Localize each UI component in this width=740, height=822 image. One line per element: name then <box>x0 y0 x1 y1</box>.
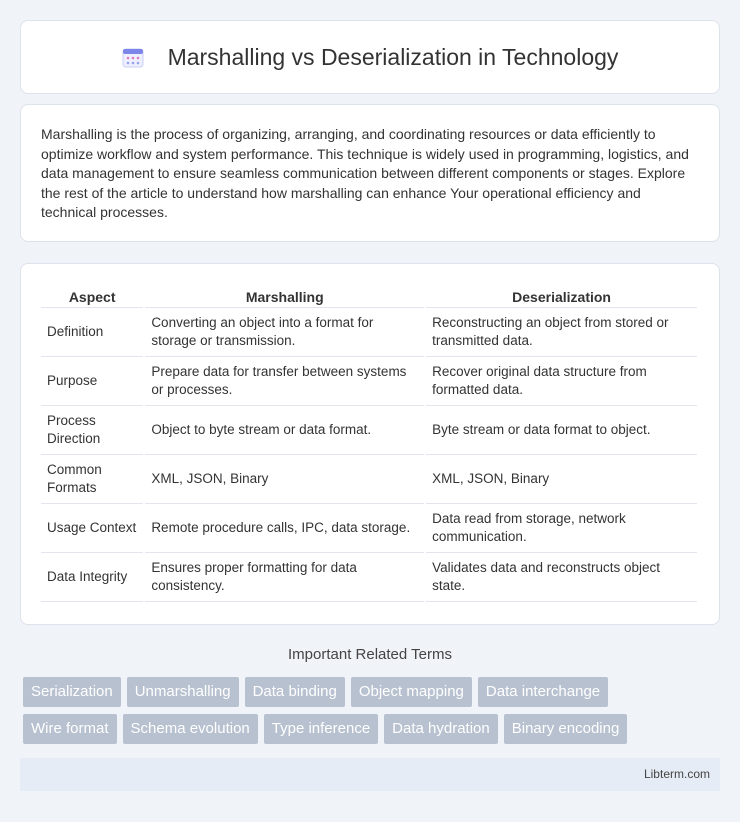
aspect-cell: Usage Context <box>41 504 143 553</box>
tag-serialization[interactable]: Serialization <box>23 677 121 707</box>
tag-unmarshalling[interactable]: Unmarshalling <box>127 677 239 707</box>
title-card <box>20 20 720 94</box>
table-row <box>41 357 697 406</box>
marshalling-cell: Prepare data for transfer between systems or processes. <box>145 357 424 406</box>
aspect-cell: Common Formats <box>41 455 143 504</box>
tag-wire-format[interactable]: Wire format <box>23 714 117 744</box>
marshalling-cell: Ensures proper formatting for data consistency. <box>145 553 424 602</box>
tag-schema-evolution[interactable]: Schema evolution <box>123 714 258 744</box>
marshalling-cell: XML, JSON, Binary <box>145 455 424 504</box>
table-row <box>41 553 697 602</box>
marshalling-cell: Converting an object into a format for storage or transmission. <box>145 308 424 357</box>
deserialization-cell: Byte stream or data format to object. <box>426 406 697 455</box>
deserialization-cell: Recover original data structure from formatted data. <box>426 357 697 406</box>
calendar-icon <box>122 46 144 68</box>
deserialization-cell: Data read from storage, network communication. <box>426 504 697 553</box>
tag-data-binding[interactable]: Data binding <box>245 677 345 707</box>
table-row <box>41 504 697 553</box>
header-aspect: Aspect <box>41 284 143 308</box>
page-title: Marshalling vs Deserialization in Technology <box>167 43 619 70</box>
intro-paragraph: Marshalling is the process of organizing, arranging, and coordinating resources or data efficiently to optimize workflow and system performance. This technique is widely used in programming, logistics, and data management to ensure seamless communication between different components or stages. Explore the rest of the article to understand how marshalling can enhance Your operational efficiency and technical processes. <box>41 126 689 220</box>
related-terms-heading: Important Related Terms <box>288 646 452 663</box>
table-row <box>41 308 697 357</box>
aspect-cell: Purpose <box>41 357 143 406</box>
tag-data-hydration[interactable]: Data hydration <box>384 714 498 744</box>
table-header-row <box>41 284 697 308</box>
footer-site-link[interactable]: Libterm.com <box>643 767 710 781</box>
tag-type-inference[interactable]: Type inference <box>264 714 378 744</box>
aspect-cell: Data Integrity <box>41 553 143 602</box>
deserialization-cell: Reconstructing an object from stored or transmitted data. <box>426 308 697 357</box>
tag-row <box>23 677 723 707</box>
deserialization-cell: XML, JSON, Binary <box>426 455 697 504</box>
marshalling-cell: Remote procedure calls, IPC, data storage. <box>145 504 424 553</box>
footer <box>20 758 720 791</box>
tag-row <box>23 714 723 744</box>
marshalling-cell: Object to byte stream or data format. <box>145 406 424 455</box>
deserialization-cell: Validates data and reconstructs object state. <box>426 553 697 602</box>
header-marshalling: Marshalling <box>145 284 424 308</box>
comparison-card <box>20 263 720 625</box>
tag-object-mapping[interactable]: Object mapping <box>351 677 472 707</box>
aspect-cell: Definition <box>41 308 143 357</box>
table-row <box>41 406 697 455</box>
table-row <box>41 455 697 504</box>
related-terms <box>23 677 723 751</box>
header-deserialization: Deserialization <box>426 284 697 308</box>
tag-binary-encoding[interactable]: Binary encoding <box>504 714 628 744</box>
tag-data-interchange[interactable]: Data interchange <box>478 677 608 707</box>
comparison-table <box>39 284 699 602</box>
intro-card <box>20 104 720 242</box>
aspect-cell: Process Direction <box>41 406 143 455</box>
